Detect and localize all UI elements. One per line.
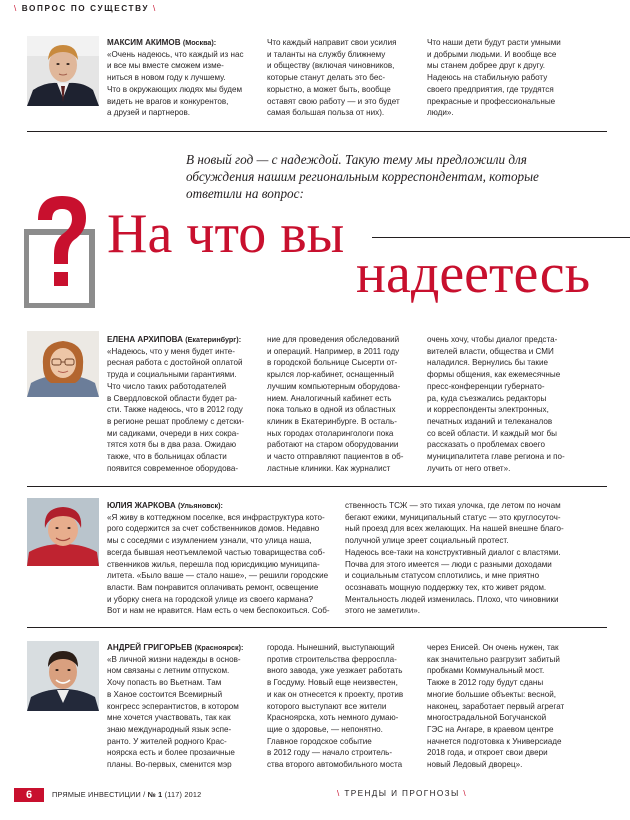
entry-elena-col1: ЕЛЕНА АРХИПОВА (Екатеринбург): «Надеюсь, что у меня будет инте- ресная работа с достойной оплатой труда и социальными гарантиями. Что число таких работодателей в Свердловской области будет ра- сти. Также надеюсь, что в 2012 году в регионе решат проблему с детски- ми садиками, очереди в них сокра- тятся хотя бы в два раза. Ожидаю также, что в больницах области появится современное оборудова- [107,335,245,473]
section-label: \ ВОПРОС ПО СУЩЕСТВУ \ [14,4,157,13]
photo-yulia-zharkova [27,498,99,566]
page-number: 6 [14,788,44,802]
article-title-line2: надеетесь [356,243,591,305]
footer-section: \ ТРЕНДЫ И ПРОГНОЗЫ \ [337,789,468,798]
author-location: (Ульяновск): [177,501,223,510]
divider [27,131,607,132]
author-name: АНДРЕЙ ГРИГОРЬЕВ [107,643,193,652]
photo-maksim-akimov [27,36,99,106]
photo-elena-arkhipova [27,331,99,397]
divider [27,627,607,628]
entry-maksim-col2: Что каждый направит свои усилия и таланты на службу ближнему и обществу (включая чиновников, которые станут делать это бес- корыстно, а может быть, вообще оставят свою работу — и это будет самая большая польза от них). [267,38,400,118]
author-location: (Москва): [182,38,217,47]
section-label-text: ВОПРОС ПО СУЩЕСТВУ [21,4,150,13]
article-title-line1: На что вы [107,203,345,265]
entry-maksim-col3: Что наши дети будут расти умными и добрыми людьми. И вообще все мы станем добрее друг к другу. Надеюсь на стабильную работу своего предприятия, где трудятся прекрасные и профессиональные люди». [427,38,561,118]
question-mark-icon [24,190,104,308]
magazine-name: ПРЯМЫЕ ИНВЕСТИЦИИ [52,790,141,799]
footer-publication: ПРЯМЫЕ ИНВЕСТИЦИИ / № 1 (117) 2012 [52,790,202,799]
entry-elena-col2: ние для проведения обследований и операций. Например, в 2011 году в городской больнице Сысерти от- крылся лор-кабинет, оснащенный лучшим компьютерным оборудова- нием. Аналогичный кабинет есть пока только в одной из областных клиник в Екатеринбурге. В осталь- ных городах отоларингологи пока работают на старом оборудовании и часто отправляют пациентов в об- ластные клиники. Как журналист [267,335,404,473]
intro-text: В новый год — с надеждой. Такую тему мы предложили для обсуждения нашим региональным корреспондентам, которые ответили на вопрос: [186,152,539,201]
entry-andrey-col1: АНДРЕЙ ГРИГОРЬЕВ (Красноярск): «В личной жизни надежды в основ- ном связаны с летним отпуском. Хочу попасть во Вьетнам. Там в Ханое состоится Всемирный конгресс эсперантистов, в котором мне хочется участвовать, так как знаю международный язык эспе- ранто. У жителей родного Крас- ноярска есть и более прозаичные планы. Во-первых, сменится мэр [107,643,244,770]
author-name: ЮЛИЯ ЖАРКОВА [107,501,176,510]
entry-maksim-col1: МАКСИМ АКИМОВ (Москва): «Очень надеюсь, что каждый из нас и все мы вместе сможем изме- ниться в новом году к лучшему. Что в окружающих людях мы будем видеть не врагов и конкурентов, а друзей и партнеров. [107,38,244,118]
photo-andrey-grigoriev [27,641,99,711]
entry-yulia-col2: ственность ТСЖ — это тихая улочка, где летом по ночам бегают ежики, муниципальный статус — это круглосуточ- ный проезд для всех желающих. На нашей внешне благо- получной улице зреет социальный протест. Надеюсь все-таки на конструктивный диалог с властями. Почва для этого имеется — люди с разными доходами и социальным статусом сплотились, и мне приятно осознавать мощную поддержку тех, кто живет рядом. Ментальность людей изменилась. Плохо, что чиновники этого не заметили». [345,501,564,616]
issue-number: № 1 [147,790,163,799]
divider [27,486,607,487]
author-location: (Красноярск): [194,643,244,652]
entry-andrey-col3: через Енисей. Он очень нужен, так как значительно разгрузит забитый пробками Коммунальный мост. Также в 2012 году будут сданы многие большие объекты: весной, наконец, заработает первый агрегат многострадальной Богучанской ГЭС на Ангаре, в краевом центре начнется подготовка к Универсиаде 2018 года, и откроет свои двери новый Ледовый дворец». [427,643,565,770]
footer-section-label: ТРЕНДЫ И ПРОГНОЗЫ [344,789,460,798]
entry-elena-col3: очень хочу, чтобы диалог предста- вителей власти, общества и СМИ наладился. Вернулись бы такие формы общения, как ежемесячные пресс-конференции губернато- ра, куда съезжались редакторы и корреспонденты электронных, печатных изданий и телеканалов со всей области. И каждый мог бы рассказать о проблемах своего муниципалитета главе региона и по- лучить от него ответ». [427,335,565,473]
entry-yulia-col1: ЮЛИЯ ЖАРКОВА (Ульяновск): «Я живу в коттеджном поселке, вся инфраструктура кото- рого содержится за счет собственников домов. Недавно мы с соседями с изумлением узнали, что улица наша, всегда бывшая неотъемлемой частью товарищества соб- ственников жилья, перешла под юрисдикцию муниципа- литета. «Было ваше — стало наше», — решили городские власти. Вам понравится оплачивать ремонт, освещение и уборку снега на городской улице из своего кармана? Вот и нам не нравится. Нам есть о чем беспокоиться. Соб- [107,501,330,616]
entry-andrey-col2: города. Нынешний, выступающий против строительства ферроспла- вного завода, уже уезжает работать в Госдуму. Новый еще неизвестен, и как он отнесется к проекту, против которого выступают все жители Красноярска, хоть немного думаю- щие о здоровье, — непонятно. Главное городское событие в 2012 году — начало строитель- ства второго автомобильного моста [267,643,404,770]
author-location: (Екатеринбург): [185,335,242,344]
author-name: ЕЛЕНА АРХИПОВА [107,335,183,344]
title-rule [372,237,630,238]
author-name: МАКСИМ АКИМОВ [107,38,181,47]
